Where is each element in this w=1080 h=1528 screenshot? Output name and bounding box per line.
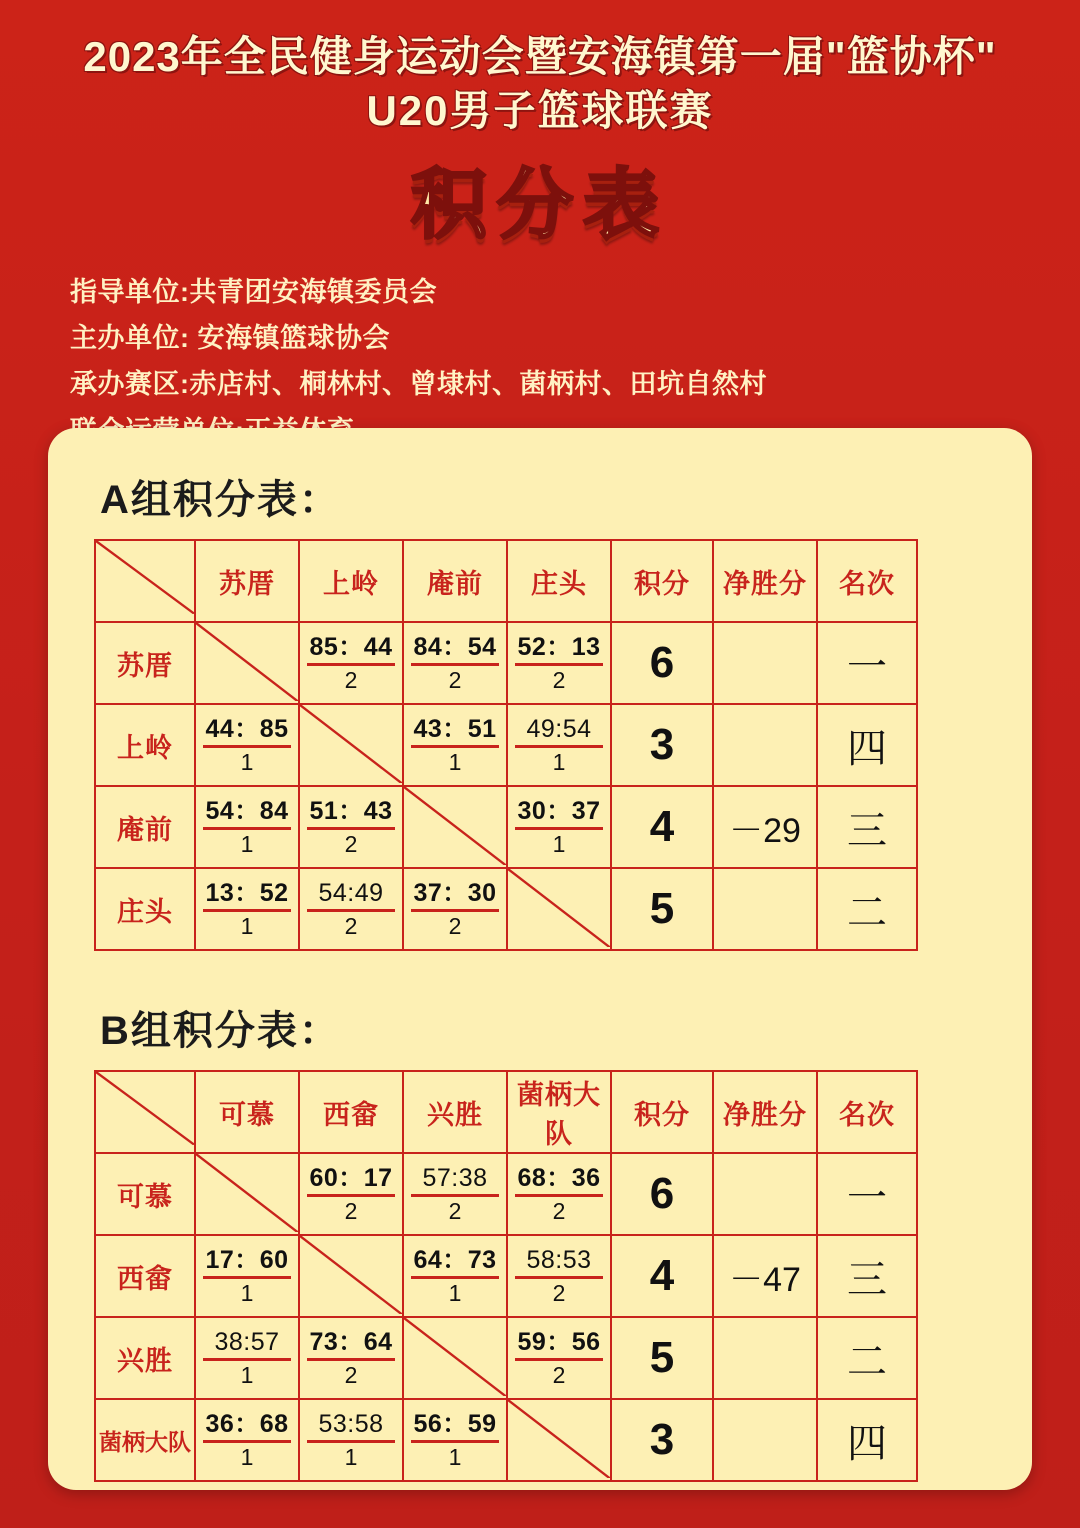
point-diff-cell	[713, 1153, 817, 1235]
point-diff-cell	[713, 1399, 817, 1481]
result-points: 2	[448, 1198, 462, 1224]
rank-value: 二	[847, 889, 887, 935]
rank-value: 四	[847, 725, 887, 771]
title-line-1: 2023年全民健身运动会暨安海镇第一届"篮协杯"	[83, 33, 997, 80]
diagonal-line-icon	[300, 1236, 402, 1314]
result-cell	[507, 1317, 611, 1399]
poster-header	[0, 0, 1080, 253]
result-score: 36：68	[205, 1410, 289, 1438]
col-header-point-diff: 净胜分	[713, 540, 817, 622]
table-row	[95, 786, 917, 868]
point-diff-value: －29	[729, 811, 801, 850]
result-points: 2	[344, 913, 358, 939]
points-cell	[611, 1399, 713, 1481]
divider	[411, 1440, 499, 1443]
rank-value: 三	[847, 1256, 887, 1302]
diagonal-line-icon	[196, 1154, 298, 1232]
divider	[515, 1194, 603, 1197]
result-cell	[195, 1317, 299, 1399]
col-header-team-3: 兴胜	[403, 1071, 507, 1153]
col-header-team-2: 上岭	[299, 540, 403, 622]
group-a-title: A组积分表：	[100, 478, 341, 522]
divider	[411, 663, 499, 666]
title-line-2: U20男子篮球联赛	[366, 86, 714, 134]
row-header-team: 菌柄大队	[95, 1399, 195, 1481]
result-cell	[299, 868, 403, 950]
result-cell	[403, 1399, 507, 1481]
result-cell	[403, 622, 507, 704]
result-points: 1	[448, 1444, 462, 1470]
row-header-team: 庄头	[95, 868, 195, 950]
result-cell	[507, 786, 611, 868]
points-value: 3	[649, 1415, 675, 1464]
result-score: 53:58	[318, 1410, 384, 1438]
diagonal-line-icon	[96, 541, 194, 614]
divider	[203, 1358, 291, 1361]
points-cell	[611, 786, 713, 868]
result-score: 73：64	[309, 1328, 393, 1356]
result-cell	[299, 1153, 403, 1235]
result-cell	[195, 868, 299, 950]
divider	[411, 1276, 499, 1279]
points-value: 3	[649, 720, 675, 769]
group-b-title: B组积分表：	[100, 1009, 341, 1053]
result-cell	[507, 1235, 611, 1317]
row-header-team: 可慕	[95, 1153, 195, 1235]
divider	[411, 909, 499, 912]
self-cell	[299, 704, 403, 786]
points-cell	[611, 622, 713, 704]
result-score: 57:38	[422, 1164, 488, 1192]
result-cell	[403, 868, 507, 950]
result-cell	[195, 704, 299, 786]
points-value: 6	[649, 638, 675, 687]
row-header-team: 庵前	[95, 786, 195, 868]
result-cell	[507, 622, 611, 704]
diagonal-line-icon	[404, 787, 506, 865]
divider	[203, 827, 291, 830]
result-points: 2	[344, 667, 358, 693]
result-cell	[195, 1399, 299, 1481]
result-cell	[403, 1153, 507, 1235]
result-cell	[403, 1235, 507, 1317]
points-value: 4	[649, 1251, 675, 1300]
divider	[515, 1358, 603, 1361]
result-score: 38:57	[214, 1328, 280, 1356]
divider	[411, 1194, 499, 1197]
result-points: 1	[344, 1444, 358, 1470]
divider	[307, 827, 395, 830]
result-points: 2	[448, 913, 462, 939]
result-score: 85：44	[309, 633, 393, 661]
result-cell	[299, 1399, 403, 1481]
divider	[307, 1194, 395, 1197]
col-header-team-4: 庄头	[507, 540, 611, 622]
divider	[307, 663, 395, 666]
table-row	[95, 1153, 917, 1235]
point-diff-cell	[713, 704, 817, 786]
points-cell	[611, 868, 713, 950]
result-points: 1	[240, 1280, 254, 1306]
rank-cell	[817, 704, 917, 786]
result-cell	[299, 786, 403, 868]
group-a-table	[94, 539, 918, 951]
info-line-venues: 承办赛区:赤店村、桐林村、曾埭村、菌柄村、田坑自然村	[70, 369, 767, 400]
points-value: 5	[649, 1333, 675, 1382]
result-points: 2	[552, 667, 566, 693]
self-cell	[195, 1153, 299, 1235]
col-header-points: 积分	[611, 1071, 713, 1153]
point-diff-cell	[713, 1317, 817, 1399]
diagonal-line-icon	[508, 869, 610, 947]
col-header-team-1: 苏厝	[195, 540, 299, 622]
points-cell	[611, 1317, 713, 1399]
divider	[307, 909, 395, 912]
result-points: 1	[240, 913, 254, 939]
result-score: 54：84	[205, 797, 289, 825]
self-cell	[299, 1235, 403, 1317]
result-points: 1	[240, 1444, 254, 1470]
row-header-team: 西畲	[95, 1235, 195, 1317]
rank-value: 四	[847, 1420, 887, 1466]
col-header-rank: 名次	[817, 1071, 917, 1153]
divider	[515, 663, 603, 666]
self-cell	[403, 1317, 507, 1399]
result-points: 2	[344, 831, 358, 857]
points-cell	[611, 1235, 713, 1317]
diagonal-line-icon	[404, 1318, 506, 1396]
organizer-info	[70, 269, 1080, 455]
rank-cell	[817, 1153, 917, 1235]
result-points: 1	[240, 749, 254, 775]
self-cell	[403, 786, 507, 868]
col-header-team-3: 庵前	[403, 540, 507, 622]
row-header-team: 上岭	[95, 704, 195, 786]
diagonal-line-icon	[96, 1072, 194, 1145]
table-row	[95, 1317, 917, 1399]
points-value: 6	[649, 1169, 675, 1218]
result-points: 1	[448, 1280, 462, 1306]
col-header-team-1: 可慕	[195, 1071, 299, 1153]
corner-cell	[95, 540, 195, 622]
result-score: 17：60	[205, 1246, 289, 1274]
divider	[203, 1440, 291, 1443]
result-cell	[299, 622, 403, 704]
table-row	[95, 1399, 917, 1481]
diagonal-line-icon	[508, 1400, 610, 1478]
divider	[307, 1440, 395, 1443]
rank-cell	[817, 622, 917, 704]
result-score: 51：43	[309, 797, 393, 825]
table-row	[95, 1235, 917, 1317]
col-header-point-diff: 净胜分	[713, 1071, 817, 1153]
result-points: 2	[344, 1198, 358, 1224]
result-score: 44：85	[205, 715, 289, 743]
rank-value: 一	[847, 643, 887, 689]
result-cell	[299, 1317, 403, 1399]
result-points: 1	[552, 749, 566, 775]
corner-cell	[95, 1071, 195, 1153]
result-points: 2	[552, 1280, 566, 1306]
result-score: 60：17	[309, 1164, 393, 1192]
diagonal-line-icon	[196, 623, 298, 701]
rank-cell	[817, 868, 917, 950]
result-score: 52：13	[517, 633, 601, 661]
result-points: 1	[240, 1362, 254, 1388]
result-points: 2	[552, 1362, 566, 1388]
divider	[203, 745, 291, 748]
self-cell	[507, 868, 611, 950]
result-points: 1	[552, 831, 566, 857]
result-score: 30：37	[517, 797, 601, 825]
col-header-rank: 名次	[817, 540, 917, 622]
rank-cell	[817, 1317, 917, 1399]
points-cell	[611, 1153, 713, 1235]
rank-cell	[817, 1399, 917, 1481]
row-header-team: 兴胜	[95, 1317, 195, 1399]
divider	[411, 745, 499, 748]
result-score: 58:53	[526, 1246, 592, 1274]
col-header-points: 积分	[611, 540, 713, 622]
divider	[203, 1276, 291, 1279]
result-score: 68：36	[517, 1164, 601, 1192]
divider	[203, 909, 291, 912]
points-cell	[611, 704, 713, 786]
rank-cell	[817, 1235, 917, 1317]
standings-card	[48, 428, 1032, 1490]
table-row	[95, 622, 917, 704]
result-points: 2	[552, 1198, 566, 1224]
result-cell	[403, 704, 507, 786]
divider	[307, 1358, 395, 1361]
page-title: 积分表	[411, 162, 669, 248]
point-diff-value: －47	[729, 1260, 801, 1299]
point-diff-cell	[713, 786, 817, 868]
info-line-guidance: 指导单位:共青团安海镇委员会	[70, 276, 437, 307]
self-cell	[195, 622, 299, 704]
col-header-team-2: 西畲	[299, 1071, 403, 1153]
result-score: 13：52	[205, 879, 289, 907]
diagonal-line-icon	[300, 705, 402, 783]
result-cell	[195, 1235, 299, 1317]
result-score: 54:49	[318, 879, 384, 907]
divider	[515, 745, 603, 748]
table-header-row	[95, 540, 917, 622]
points-value: 5	[649, 884, 675, 933]
result-score: 84：54	[413, 633, 497, 661]
divider	[515, 1276, 603, 1279]
result-score: 64：73	[413, 1246, 497, 1274]
result-points: 2	[344, 1362, 358, 1388]
result-score: 43：51	[413, 715, 497, 743]
point-diff-cell	[713, 868, 817, 950]
group-b-table	[94, 1070, 918, 1482]
result-cell	[507, 1153, 611, 1235]
info-line-host: 主办单位: 安海镇篮球协会	[70, 322, 390, 353]
result-points: 2	[448, 667, 462, 693]
result-score: 49:54	[526, 715, 592, 743]
result-score: 56：59	[413, 1410, 497, 1438]
col-header-team-4: 菌柄大队	[507, 1071, 611, 1153]
result-points: 1	[240, 831, 254, 857]
point-diff-cell	[713, 1235, 817, 1317]
result-score: 59：56	[517, 1328, 601, 1356]
points-value: 4	[649, 802, 675, 851]
rank-cell	[817, 786, 917, 868]
self-cell	[507, 1399, 611, 1481]
result-cell	[195, 786, 299, 868]
rank-value: 一	[847, 1174, 887, 1220]
result-points: 1	[448, 749, 462, 775]
rank-value: 二	[847, 1338, 887, 1384]
result-score: 37：30	[413, 879, 497, 907]
table-row	[95, 868, 917, 950]
result-cell	[507, 704, 611, 786]
rank-value: 三	[847, 807, 887, 853]
table-header-row	[95, 1071, 917, 1153]
point-diff-cell	[713, 622, 817, 704]
divider	[515, 827, 603, 830]
table-row	[95, 704, 917, 786]
row-header-team: 苏厝	[95, 622, 195, 704]
